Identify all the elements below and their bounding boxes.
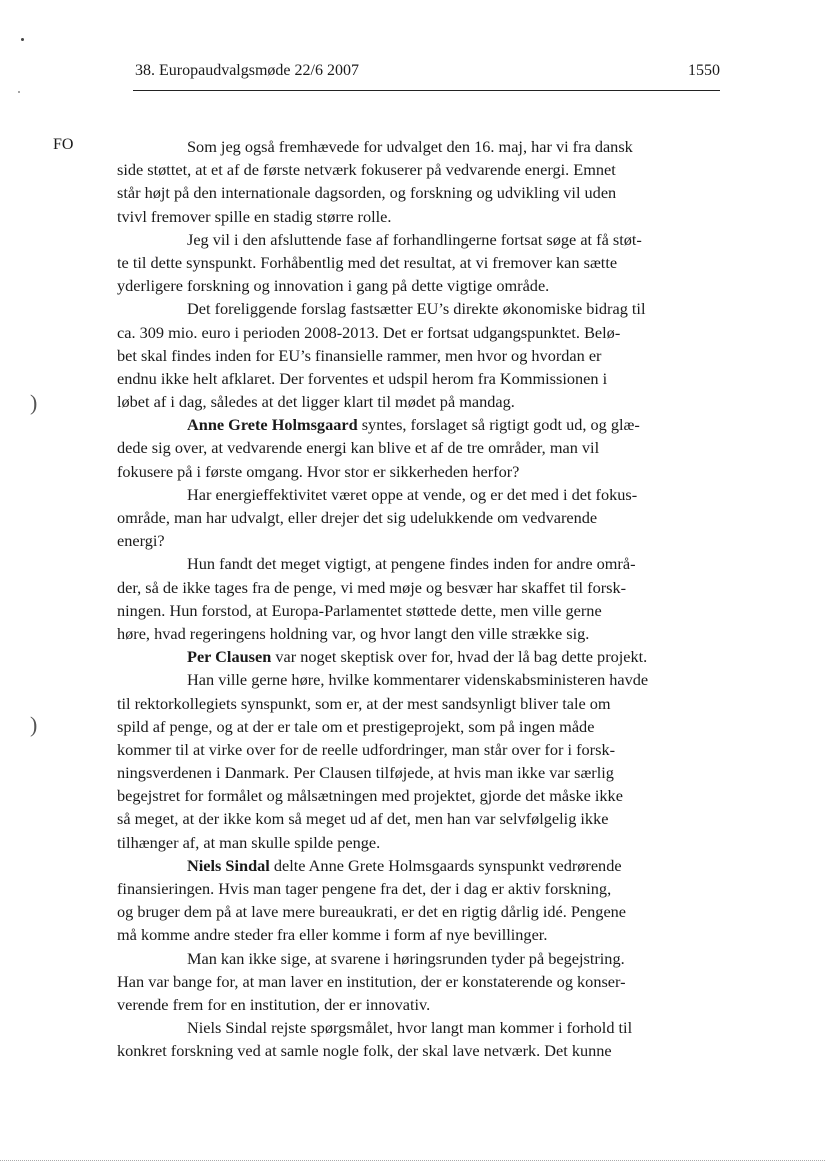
text-line bbox=[117, 854, 713, 877]
text-line bbox=[117, 831, 713, 854]
text-line bbox=[117, 529, 713, 552]
line-text: så meget, at der ikke kom så meget ud af det, men han var selvfølgelig ikke bbox=[117, 809, 609, 829]
line-text: syntes, forslaget så rigtigt godt ud, og glæ- bbox=[357, 415, 640, 435]
line-text: Jeg vil i den afsluttende fase af forhandlingerne fortsat søge at få støt- bbox=[187, 229, 642, 249]
text-line bbox=[117, 738, 713, 761]
text-line bbox=[117, 784, 713, 807]
text-line bbox=[117, 413, 713, 436]
line-text: var noget skeptisk over for, hvad der lå bag dette projekt. bbox=[271, 647, 648, 667]
text-line bbox=[117, 274, 713, 297]
text-line bbox=[117, 1039, 713, 1062]
text-line bbox=[117, 1016, 713, 1039]
line-text: område, man har udvalgt, eller drejer det sig udelukkende om vedvarende bbox=[117, 508, 598, 527]
margin-paren: ) bbox=[30, 712, 38, 737]
text-line bbox=[117, 228, 713, 251]
line-text: Hun fandt det meget vigtigt, at pengene findes inden for andre områ- bbox=[187, 554, 636, 574]
line-text: Det foreliggende forslag fastsætter EU’s direkte økonomiske bidrag til bbox=[187, 299, 646, 319]
scan-speck bbox=[21, 38, 24, 41]
text-line bbox=[117, 692, 713, 715]
header-title: 38. Europaudvalgsmøde 22/6 2007 bbox=[135, 62, 359, 79]
line-text: spild af penge, og at der er tale om et prestigeprojekt, som på ingen måde bbox=[117, 716, 595, 736]
text-line bbox=[117, 251, 713, 274]
text-line bbox=[117, 970, 713, 993]
margin-paren: ) bbox=[30, 390, 38, 415]
line-text: energi? bbox=[117, 531, 165, 551]
line-text: verende frem for en institution, der er innovativ. bbox=[117, 994, 431, 1014]
text-line bbox=[117, 668, 713, 691]
header-rule bbox=[133, 90, 720, 91]
line-text: tilhænger af, at man skulle spilde penge. bbox=[117, 832, 381, 852]
line-text: står højt på den internationale dagsorden, og forskning og udvikling vil uden bbox=[117, 183, 617, 203]
text-line bbox=[117, 715, 713, 738]
text-line bbox=[117, 923, 713, 946]
line-text: Niels Sindal rejste spørgsmålet, hvor langt man kommer i forhold til bbox=[187, 1018, 633, 1038]
line-text: ningsverdenen i Danmark. Per Clausen tilføjede, at hvis man ikke var særlig bbox=[117, 763, 614, 783]
line-text: må komme andre steder fra eller komme i form af nye bevillinger. bbox=[117, 925, 548, 945]
line-text: Han ville gerne høre, hvilke kommentarer videnskabsministeren havde bbox=[187, 670, 649, 690]
text-line bbox=[117, 877, 713, 900]
page-header bbox=[135, 62, 720, 84]
text-line bbox=[117, 552, 713, 575]
text-line bbox=[117, 158, 713, 181]
line-text: til rektorkollegiets synspunkt, som er, at der mest sandsynligt bliver tale om bbox=[117, 693, 611, 713]
text-line bbox=[117, 436, 713, 459]
text-line bbox=[117, 181, 713, 204]
line-text: ca. 309 mio. euro i perioden 2008-2013. Det er fortsat udgangspunktet. Belø- bbox=[117, 322, 621, 342]
margin-label: FO bbox=[53, 136, 74, 153]
line-text: bet skal findes inden for EU’s finansielle rammer, men hvor og hvordan er bbox=[117, 345, 602, 365]
line-text: dede sig over, at vedvarende energi kan blive et af de tre områder, man vil bbox=[117, 438, 600, 458]
text-line bbox=[117, 947, 713, 970]
speaker-name: Per Clausen bbox=[187, 647, 272, 667]
line-text: høre, hvad regeringens holdning var, og hvor langt den ville strække sig. bbox=[117, 623, 590, 643]
line-text: delte Anne Grete Holmsgaards synspunkt vedrørende bbox=[269, 855, 622, 875]
line-text: og bruger dem på at lave mere bureaukrati, er det en rigtig dårlig idé. Pengene bbox=[117, 902, 627, 922]
line-text: begejstret for formålet og målsætningen med projektet, gjorde det måske ikke bbox=[117, 786, 623, 806]
text-line bbox=[117, 297, 713, 320]
text-line bbox=[117, 993, 713, 1016]
line-text: tvivl fremover spille en stadig større rolle. bbox=[117, 206, 392, 226]
text-line bbox=[117, 761, 713, 784]
line-text: endnu ikke helt afklaret. Der forventes et udspil herom fra Kommissionen i bbox=[117, 368, 608, 388]
speaker-name: Anne Grete Holmsgaard bbox=[187, 415, 358, 435]
text-line bbox=[117, 483, 713, 506]
scan-speck bbox=[18, 91, 20, 93]
text-line bbox=[117, 205, 713, 228]
text-line bbox=[117, 321, 713, 344]
line-text: te til dette synspunkt. Forhåbentlig med det resultat, at vi fremover kan sætte bbox=[117, 252, 618, 272]
line-text: Man kan ikke sige, at svarene i høringsrunden tyder på begejstring. bbox=[187, 948, 625, 968]
line-text: Har energieffektivitet været oppe at vende, og er det med i det fokus- bbox=[187, 484, 638, 504]
text-line bbox=[117, 390, 713, 413]
text-line bbox=[117, 135, 713, 158]
text-line bbox=[117, 900, 713, 923]
line-text: yderligere forskning og innovation i gang på dette vigtige område. bbox=[117, 276, 550, 296]
line-text: kommer til at virke over for de reelle udfordringer, man står over for i forsk- bbox=[117, 739, 616, 759]
text-line bbox=[117, 367, 713, 390]
line-text: der, så de ikke tages fra de penge, vi med møje og besvær har skaffet til forsk- bbox=[117, 577, 627, 597]
document-body bbox=[117, 135, 713, 1063]
line-text: Som jeg også fremhævede for udvalget den 16. maj, har vi fra dansk bbox=[187, 137, 633, 156]
text-line bbox=[117, 599, 713, 622]
scan-edge bbox=[0, 1160, 825, 1161]
text-line bbox=[117, 576, 713, 599]
text-line bbox=[117, 807, 713, 830]
line-text: ningen. Hun forstod, at Europa-Parlamentet støttede dette, men ville gerne bbox=[117, 600, 602, 620]
line-text: side støttet, at et af de første netværk fokuserer på vedvarende energi. Emnet bbox=[117, 160, 616, 180]
text-line bbox=[117, 645, 713, 668]
text-line bbox=[117, 622, 713, 645]
text-line bbox=[117, 460, 713, 483]
line-text: løbet af i dag, således at det ligger klart til mødet på mandag. bbox=[117, 392, 515, 412]
speaker-name: Niels Sindal bbox=[187, 855, 270, 875]
line-text: Han var bange for, at man laver en institution, der er konstaterende og konser- bbox=[117, 971, 626, 991]
text-line bbox=[117, 506, 713, 529]
line-text: finansieringen. Hvis man tager pengene fra det, der i dag er aktiv forskning, bbox=[117, 879, 612, 898]
text-line bbox=[117, 344, 713, 367]
line-text: konkret forskning ved at samle nogle folk, der skal lave netværk. Det kunne bbox=[117, 1041, 612, 1061]
page-number: 1550 bbox=[688, 62, 720, 79]
line-text: fokusere på i første omgang. Hvor stor er sikkerheden herfor? bbox=[117, 461, 520, 481]
